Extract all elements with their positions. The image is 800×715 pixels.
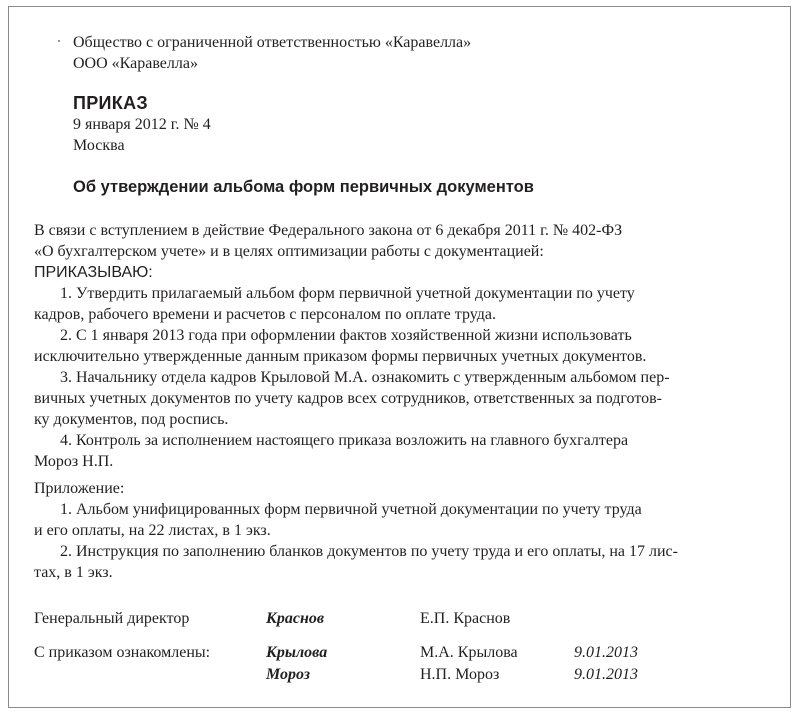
acknowledger-signature: Крылова (266, 644, 328, 661)
order-subject: Об утверждении альбома форм первичных документов (73, 178, 534, 196)
document-type: ПРИКАЗ (73, 93, 148, 113)
order-item-line: Мороз Н.П. (34, 453, 114, 470)
appendix-label: Приложение: (34, 480, 125, 497)
order-item-line: кадров, рабочего времени и расчетов с персоналом по оплате труда. (34, 306, 496, 323)
order-item-line: вичных учетных документов по учету кадров всех сотрудников, ответственных за подготов- (34, 390, 662, 407)
signature-block (34, 608, 774, 686)
order-item-line: 2. С 1 января 2013 года при оформлении фактов хозяйственной жизни использовать (60, 327, 632, 344)
director-signature: Краснов (266, 610, 324, 627)
order-heading (73, 93, 211, 156)
spacer (34, 630, 774, 642)
organization-short-name: ООО «Каравелла» (73, 55, 198, 72)
order-city: Москва (73, 137, 125, 154)
acknowledger-signature: Мороз (266, 666, 311, 683)
acknowledger-name: Н.П. Мороз (420, 666, 500, 683)
acknowledgement-date: 9.01.2013 (574, 644, 638, 661)
acknowledger-name: М.А. Крылова (420, 644, 518, 661)
order-item-line: исключительно утвержденные данным приказом формы первичных учетных документов. (34, 348, 647, 365)
order-body (34, 220, 769, 583)
acknowledgement-row (34, 642, 774, 664)
appendix-item-line: 2. Инструкция по заполнению бланков документов по учету труда и его оплаты, на 17 лис- (60, 543, 678, 560)
order-item-line: 1. Утвердить прилагаемый альбом форм первичной учетной документации по учету (60, 285, 635, 302)
organization-header (73, 32, 471, 74)
appendix-item-line: и его оплаты, на 22 листах, в 1 экз. (34, 522, 271, 539)
order-item-line: 3. Начальнику отдела кадров Крыловой М.А. ознакомить с утвержденным альбомом пер- (60, 369, 670, 386)
appendix-item-line: тах, в 1 экз. (34, 564, 113, 581)
organization-full-name: Общество с ограниченной ответственностью «Каравелла» (73, 34, 472, 51)
director-position: Генеральный директор (34, 610, 190, 627)
order-date-number: 9 января 2012 г. № 4 (73, 116, 211, 133)
order-item-line: ку документов, под роспись. (34, 411, 229, 428)
preamble-line: «О бухгалтерском учете» и в целях оптимизации работы с документацией: (34, 243, 544, 260)
director-name: Е.П. Краснов (420, 610, 511, 627)
acknowledgement-row (34, 664, 774, 686)
acknowledged-label: С приказом ознакомлены: (34, 644, 211, 661)
appendix-item-line: 1. Альбом унифицированных форм первичной учетной документации по учету труда (60, 501, 642, 518)
order-word: ПРИКАЗЫВАЮ: (34, 264, 153, 281)
bullet-mark (58, 40, 60, 42)
preamble-line: В связи с вступлением в действие Федерального закона от 6 декабря 2011 г. № 402-ФЗ (34, 222, 623, 239)
acknowledgement-date: 9.01.2013 (574, 666, 638, 683)
director-signature-row (34, 608, 774, 630)
order-item-line: 4. Контроль за исполнением настоящего приказа возложить на главного бухгалтера (60, 432, 629, 449)
